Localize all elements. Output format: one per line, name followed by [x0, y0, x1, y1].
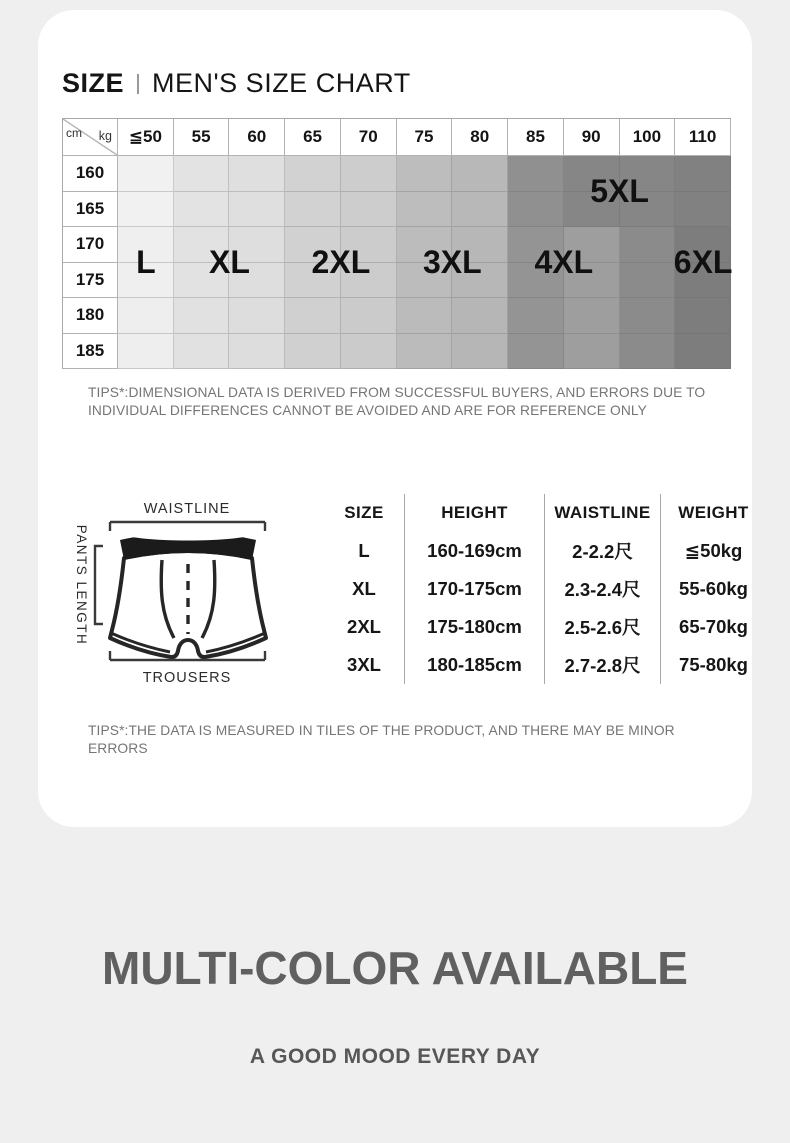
- pants-length-label: PANTS LENGTH: [74, 524, 89, 646]
- grid-cell: [564, 156, 620, 192]
- grid-cell: [452, 156, 508, 192]
- grid-cell: [452, 227, 508, 263]
- grid-cell: [564, 192, 620, 228]
- grid-cell: [675, 156, 731, 192]
- trousers-diagram: [58, 482, 302, 712]
- grid-cell: [675, 298, 731, 334]
- size-grid-body: [63, 156, 731, 369]
- grid-cell: [397, 227, 453, 263]
- grid-cell: [564, 298, 620, 334]
- pants-length-bracket: [95, 546, 103, 624]
- height-row-label: 165: [63, 192, 118, 228]
- trousers-label: TROUSERS: [142, 670, 232, 686]
- grid-cell: [508, 263, 564, 299]
- grid-cell: [174, 263, 230, 299]
- height-row-label: 185: [63, 334, 118, 370]
- spec-value-cell: 160-169cm: [404, 532, 544, 570]
- grid-cell: [564, 227, 620, 263]
- tips-measurement-errors: TIPS*:THE DATA IS MEASURED IN TILES OF THE PRODUCT, AND THERE MAY BE MINOR ERRORS: [88, 723, 675, 756]
- grid-cell: [675, 227, 731, 263]
- spec-value-cell: 2-2.2尺: [544, 532, 660, 570]
- size-zone-label-l: L: [136, 243, 156, 280]
- weight-header-cell: 110: [675, 119, 731, 156]
- height-row-label: 180: [63, 298, 118, 334]
- unit-corner-cell: [63, 119, 118, 156]
- grid-cell: [508, 334, 564, 370]
- grid-cell: [118, 263, 174, 299]
- size-chart-card: [38, 10, 752, 827]
- spec-table: [324, 494, 766, 712]
- grid-cell: [341, 298, 397, 334]
- size-zone-label-xl: XL: [209, 243, 250, 280]
- spec-value-cell: 2.5-2.6尺: [544, 608, 660, 646]
- spec-value-cell: 180-185cm: [404, 646, 544, 684]
- title-chart-name: MEN'S SIZE CHART: [152, 68, 411, 98]
- grid-cell: [452, 334, 508, 370]
- spec-size-cell: XL: [352, 578, 376, 599]
- boxer-shorts-illustration: [58, 482, 302, 712]
- grid-cell: [118, 156, 174, 192]
- spec-value-cell: 65-70kg: [660, 608, 766, 646]
- spec-value-cell: 55-60kg: [660, 570, 766, 608]
- grid-cell: [118, 192, 174, 228]
- grid-cell: [508, 227, 564, 263]
- weight-header-cell: 70: [341, 119, 397, 156]
- size-zone-label-6xl: 6XL: [673, 243, 733, 280]
- unit-kg-label: kg: [98, 129, 112, 143]
- grid-cell: [229, 334, 285, 370]
- measure-section: [58, 482, 766, 712]
- grid-cell: [620, 334, 676, 370]
- grid-cell: [285, 192, 341, 228]
- size-grid-header-row: [63, 119, 731, 156]
- spec-value-cell: 2.7-2.8尺: [544, 646, 660, 684]
- weight-header-cell: 100: [620, 119, 676, 156]
- spec-value-cell: 2.3-2.4尺: [544, 570, 660, 608]
- grid-cell: [285, 263, 341, 299]
- size-zone-label-2xl: 2XL: [311, 243, 371, 280]
- grid-cell: [620, 227, 676, 263]
- grid-cell: [341, 227, 397, 263]
- grid-cell: [397, 156, 453, 192]
- grid-cell: [174, 298, 230, 334]
- grid-cell: [620, 263, 676, 299]
- grid-cell: [229, 192, 285, 228]
- size-grid-table: [62, 118, 731, 369]
- spec-value-cell: 175-180cm: [404, 608, 544, 646]
- grid-cell: [675, 263, 731, 299]
- tips-dimensional-data: TIPS*:DIMENSIONAL DATA IS DERIVED FROM SUCCESSFUL BUYERS, AND ERRORS DUE TO INDIVIDUAL DIFFERENCES CANNOT BE AVOIDED AND ARE FOR REFERENCE ONLY: [88, 385, 706, 418]
- grid-cell: [397, 192, 453, 228]
- grid-cell: [229, 263, 285, 299]
- spec-size-cell: 2XL: [347, 616, 381, 637]
- grid-cell: [341, 263, 397, 299]
- grid-cell: [508, 298, 564, 334]
- grid-cell: [229, 227, 285, 263]
- weight-header-cell: 80: [452, 119, 508, 156]
- grid-cell: [508, 192, 564, 228]
- title-divider: [137, 74, 139, 94]
- grid-cell: [452, 263, 508, 299]
- weight-header-cell: 60: [229, 119, 285, 156]
- grid-cell: [564, 263, 620, 299]
- grid-cell: [174, 192, 230, 228]
- grid-cell: [174, 334, 230, 370]
- size-zone-label-4xl: 4XL: [534, 243, 594, 280]
- grid-cell: [620, 156, 676, 192]
- height-row-label: 160: [63, 156, 118, 192]
- grid-cell: [229, 298, 285, 334]
- height-row-label: 170: [63, 227, 118, 263]
- grid-cell: [620, 192, 676, 228]
- unit-cm-label: cm: [66, 126, 82, 140]
- height-row-label: 175: [63, 263, 118, 299]
- grid-cell: [508, 156, 564, 192]
- multi-color-heading: MULTI-COLOR AVAILABLE: [102, 942, 688, 994]
- grid-cell: [118, 334, 174, 370]
- grid-cell: [397, 263, 453, 299]
- weight-header-cell: ≦50: [118, 119, 174, 156]
- grid-cell: [118, 227, 174, 263]
- trousers-measure-line: [110, 651, 265, 660]
- waistband-opening: [126, 528, 250, 541]
- spec-value-cell: ≦50kg: [660, 532, 766, 570]
- page-title: [62, 68, 411, 99]
- spec-value-cell: 170-175cm: [404, 570, 544, 608]
- weight-header-cell: 55: [174, 119, 230, 156]
- grid-cell: [341, 156, 397, 192]
- grid-cell: [285, 156, 341, 192]
- spec-size-cell: 3XL: [347, 654, 381, 675]
- grid-cell: [564, 334, 620, 370]
- weight-header-cell: 65: [285, 119, 341, 156]
- grid-cell: [118, 298, 174, 334]
- grid-cell: [620, 298, 676, 334]
- grid-cell: [229, 156, 285, 192]
- spec-header-size: SIZE: [344, 503, 384, 522]
- waistline-label: WAISTLINE: [143, 501, 231, 517]
- grid-cell: [397, 298, 453, 334]
- grid-cell: [285, 227, 341, 263]
- grid-cell: [397, 334, 453, 370]
- grid-cell: [452, 298, 508, 334]
- title-size-word: SIZE: [62, 68, 125, 98]
- grid-cell: [675, 192, 731, 228]
- grid-cell: [285, 298, 341, 334]
- weight-header-cell: 90: [564, 119, 620, 156]
- spec-value-cell: 75-80kg: [660, 646, 766, 684]
- grid-cell: [174, 227, 230, 263]
- weight-header-cell: 75: [397, 119, 453, 156]
- spec-size-cell: L: [358, 540, 370, 561]
- size-zone-label-3xl: 3XL: [423, 243, 482, 280]
- spec-header-height: HEIGHT: [404, 494, 544, 532]
- grid-cell: [452, 192, 508, 228]
- grid-cell: [341, 192, 397, 228]
- grid-cell: [285, 334, 341, 370]
- size-zone-label-5xl: 5XL: [590, 172, 649, 209]
- grid-cell: [174, 156, 230, 192]
- spec-header-waistline: WAISTLINE: [544, 494, 660, 532]
- weight-header-cell: 85: [508, 119, 564, 156]
- grid-cell: [675, 334, 731, 370]
- spec-header-weight: WEIGHT: [660, 494, 766, 532]
- grid-cell: [341, 334, 397, 370]
- good-mood-subheading: A GOOD MOOD EVERY DAY: [249, 1045, 541, 1068]
